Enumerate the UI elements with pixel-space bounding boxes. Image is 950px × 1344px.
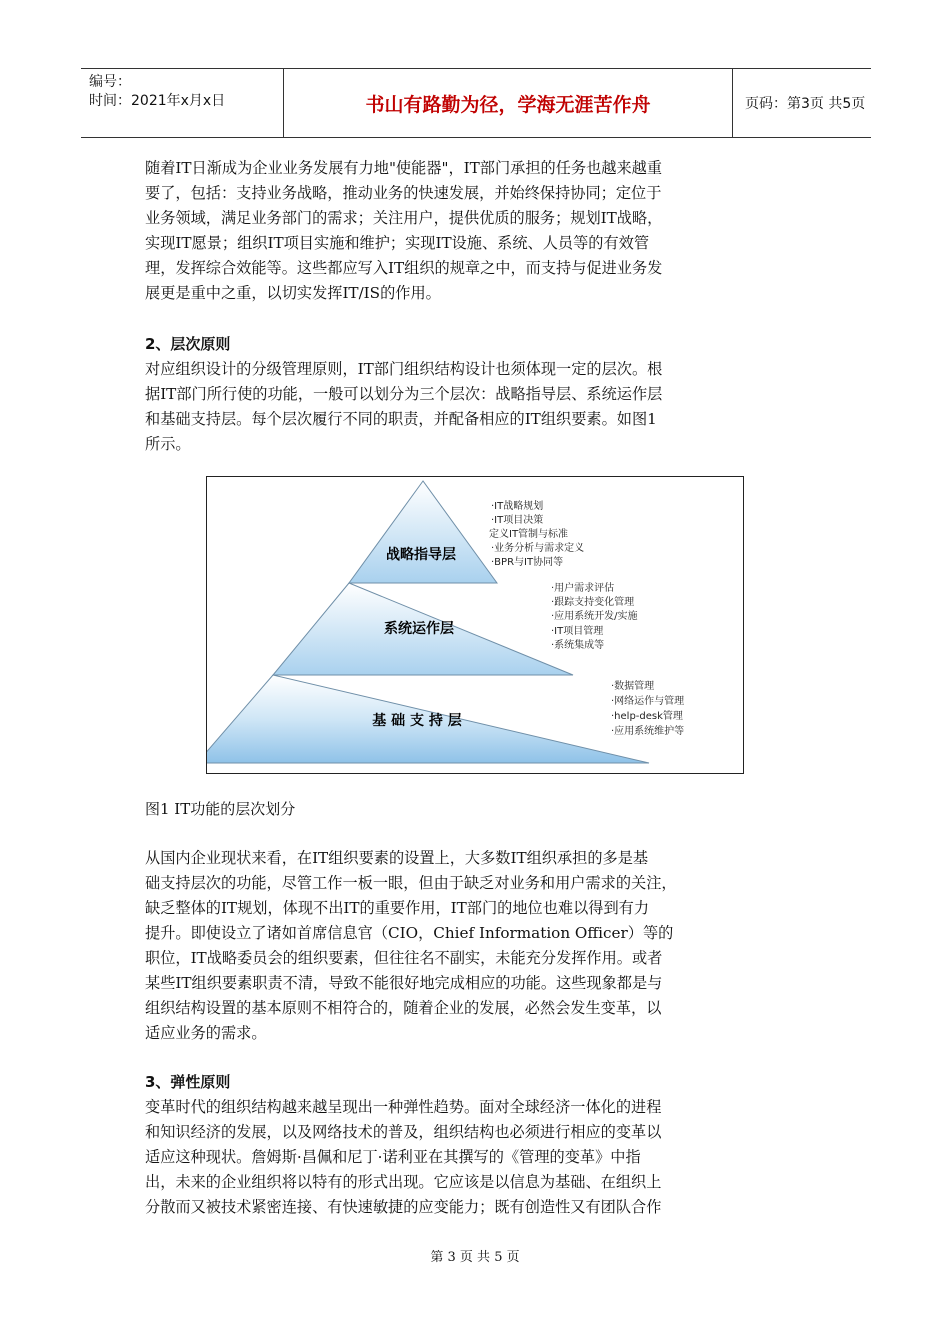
paragraph-line: 业务领域，满足业务部门的需求；关注用户，提供优质的服务；规划IT战略， xyxy=(145,209,663,227)
paragraph-line: 所示。 xyxy=(145,435,191,453)
paragraph-line: 展更是重中之重，以切实发挥IT/IS的作用。 xyxy=(145,284,441,302)
header-motto-cell xyxy=(283,69,733,137)
layer-label-operation: 系统运作层 xyxy=(384,621,454,637)
document-date-label: 时间：2021年x月x日 xyxy=(89,93,226,109)
paragraph-line: 适应业务的需求。 xyxy=(145,1024,267,1042)
figure-caption: 图1 IT功能的层次划分 xyxy=(145,800,296,818)
layer-label-strategy: 战略指导层 xyxy=(386,547,456,563)
page-footer: 第 3 页 共 5 页 xyxy=(430,1250,520,1265)
paragraph-1 xyxy=(145,156,815,306)
section-2 xyxy=(145,332,815,457)
strategy-bullets xyxy=(489,499,584,568)
bullet-text: ·数据管理 xyxy=(611,681,655,692)
paragraph-line: 适应这种现状。詹姆斯·昌佩和尼丁·诺利亚在其撰写的《管理的变革》中指 xyxy=(145,1148,641,1166)
bullet-text: ·网络运作与管理 xyxy=(611,696,685,707)
paragraph-line: 据IT部门所行使的功能，一般可以划分为三个层次：战略指导层、系统运作层 xyxy=(145,385,663,403)
section-3 xyxy=(145,1070,815,1220)
paragraph-line: 某些IT组织要素职责不清，导致不能很好地完成相应的功能。这些现象都是与 xyxy=(145,974,663,992)
header-page-info: 页码：第3页 共5页 xyxy=(745,96,866,112)
paragraph-line: 从国内企业现状来看，在IT组织要素的设置上，大多数IT组织承担的多是基 xyxy=(145,849,649,867)
paragraph-line: 和基础支持层。每个层次履行不同的职责，并配备相应的IT组织要素。如图1 xyxy=(145,410,657,428)
operation-bullets xyxy=(551,581,638,651)
document-number-label: 编号： xyxy=(89,74,131,90)
paragraph-line: 出，未来的企业组织将以特有的形式出现。它应该是以信息为基础、在组织上 xyxy=(145,1173,662,1191)
section-2-heading: 2、层次原则 xyxy=(145,335,231,353)
section-3-heading: 3、弹性原则 xyxy=(145,1073,231,1091)
bullet-text: ·应用系统开发/实施 xyxy=(551,611,638,622)
paragraph-3 xyxy=(145,846,815,1046)
paragraph-line: 对应组织设计的分级管理原则，IT部门组织结构设计也须体现一定的层次。根 xyxy=(145,360,663,378)
paragraph-line: 要了，包括：支持业务战略，推动业务的快速发展，并始终保持协同；定位于 xyxy=(145,184,662,202)
paragraph-line: 职位，IT战略委员会的组织要素，但往往名不副实，未能充分发挥作用。或者 xyxy=(145,949,663,967)
pyramid-figure xyxy=(206,476,744,774)
paragraph-line: 组织结构设置的基本原则不相符合的，随着企业的发展，必然会发生变革，以 xyxy=(145,999,662,1017)
page-header xyxy=(81,68,871,138)
bullet-text: ·IT项目决策 xyxy=(491,515,544,526)
bullet-text: ·业务分析与需求定义 xyxy=(491,543,585,554)
bullet-text: ·用户需求评估 xyxy=(551,583,615,594)
foundation-bullets xyxy=(611,679,684,737)
header-motto: 书山有路勤为径，学海无涯苦作舟 xyxy=(365,93,651,116)
paragraph-line: 理，发挥综合效能等。这些都应写入IT组织的规章之中，而支持与促进业务发 xyxy=(145,259,663,277)
bullet-text: ·help-desk管理 xyxy=(611,711,683,722)
bullet-text: ·应用系统维护等 xyxy=(611,726,685,737)
paragraph-line: 提升。即使设立了诸如首席信息官（CIO，Chief Information Officer）等的 xyxy=(145,924,674,942)
bullet-text: 定义IT管制与标准 xyxy=(489,529,569,540)
layer-label-foundation: 基 础 支 持 层 xyxy=(372,713,462,729)
bullet-text: ·BPR与IT协同等 xyxy=(491,557,564,568)
header-left-cell xyxy=(81,69,283,137)
pyramid-diagram xyxy=(207,477,742,772)
bullet-text: ·系统集成等 xyxy=(551,640,605,651)
bullet-text: ·IT项目管理 xyxy=(551,626,604,637)
bullet-text: ·IT战略规划 xyxy=(491,501,544,512)
paragraph-line: 变革时代的组织结构越来越呈现出一种弹性趋势。面对全球经济一体化的进程 xyxy=(145,1098,662,1116)
pyramid-top-layer xyxy=(349,481,497,583)
paragraph-line: 和知识经济的发展，以及网络技术的普及，组织结构也必须进行相应的变革以 xyxy=(145,1123,662,1141)
header-page-cell xyxy=(733,69,871,137)
paragraph-line: 础支持层次的功能，尽管工作一板一眼，但由于缺乏对业务和用户需求的关注， xyxy=(145,874,677,892)
paragraph-line: 实现IT愿景；组织IT项目实施和维护；实现IT设施、系统、人员等的有效管 xyxy=(145,234,650,252)
bullet-text: ·跟踪支持变化管理 xyxy=(551,597,635,608)
paragraph-line: 随着IT日渐成为企业业务发展有力地"使能器"，IT部门承担的任务也越来越重 xyxy=(145,159,663,177)
paragraph-line: 缺乏整体的IT规划，体现不出IT的重要作用，IT部门的地位也难以得到有力 xyxy=(145,899,650,917)
paragraph-line: 分散而又被技术紧密连接、有快速敏捷的应变能力；既有创造性又有团队合作 xyxy=(145,1198,662,1216)
